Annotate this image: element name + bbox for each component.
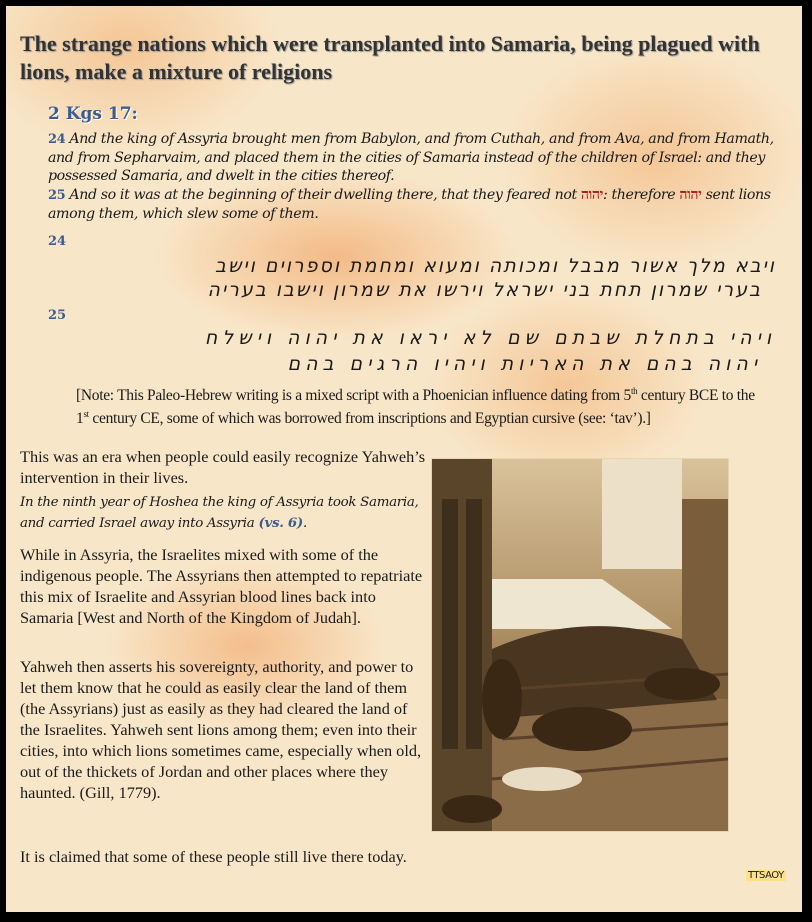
scripture-reference: 2 Kgs 17:	[48, 104, 138, 124]
slide	[4, 4, 804, 914]
paleo-hebrew-line: יהוה בהם את האריות ויהיו הרגים בהם	[287, 353, 762, 375]
verse-24	[48, 130, 788, 185]
paleo-hebrew-line: ויבא מלך אשור מבבל ומכותה ומעוא ומחמת וספרוים וישב	[214, 255, 776, 277]
verse-reference: (vs. 6)	[258, 515, 303, 531]
paleo-verse-number: 25	[48, 308, 67, 323]
paragraph: This was an era when people could easily recognize Yahweh’s intervention in their lives.	[20, 447, 426, 487]
verse-text: And the king of Assyria brought men from Babylon, and from Cuthah, and from Ava, and from Hamath, and from Sepharvaim, and placed them in the cities of Samaria instead of the children of Israel: and they possessed Samaria, and dwelt in the cities thereof.	[48, 131, 774, 184]
paleo-note: [Note: This Paleo-Hebrew writing is a mixed script with a Phoenician influence dating from 5th century BCE to the 1st century CE, some of which was borrowed from inscriptions and Egyptian cursive (see: ‘tav’).]	[76, 386, 755, 428]
divine-name: יהוה	[580, 187, 603, 203]
logo-badge: TTSAOY	[748, 870, 784, 881]
verse-number: 25	[48, 188, 66, 203]
page-title: The strange nations which were transplanted into Samaria, being plagued with lions, make a mixture of religions	[20, 31, 760, 84]
paleo-hebrew-line: בערי שמרון תחת בני ישראל וירשו את שמרון וישבו בעריה	[207, 279, 762, 301]
paragraph: While in Assyria, the Israelites mixed with some of the indigenous people. The Assyrians then attempted to repatriate this mix of Israelite and Assyrian blood lines back into Samaria [West and North of the Kingdom of Judah].	[20, 545, 423, 627]
scripture-quote: In the ninth year of Hoshea the king of Assyria took Samaria, and carried Israel away into Assyria (vs. 6).	[20, 495, 419, 531]
paleo-verse-number: 24	[48, 234, 67, 249]
paragraph: It is claimed that some of these people still live there today.	[20, 847, 407, 866]
divine-name: יהוה	[679, 187, 702, 203]
verse-number: 24	[48, 132, 66, 147]
paragraph: Yahweh then asserts his sovereignty, authority, and power to let them know that he could as easily clear the land of them (the Assyrians) just as easily as they had cleared the land of the Israelites. Yahweh sent lions among them; even into their cities, into which lions sometimes came, especially when old, out of the thickets of Jordan and other places where they haunted. (Gill, 1779).	[20, 657, 422, 802]
lions-engraving-image	[431, 458, 729, 832]
paleo-hebrew-line: ויהי בתחלת שבתם שם לא יראו את יהוה וישלח	[204, 327, 776, 349]
verse-25: 25 And so it was at the beginning of their dwelling there, that they feared not יהוה: therefore יהוה sent lions among them, which slew some of them.	[48, 187, 771, 222]
